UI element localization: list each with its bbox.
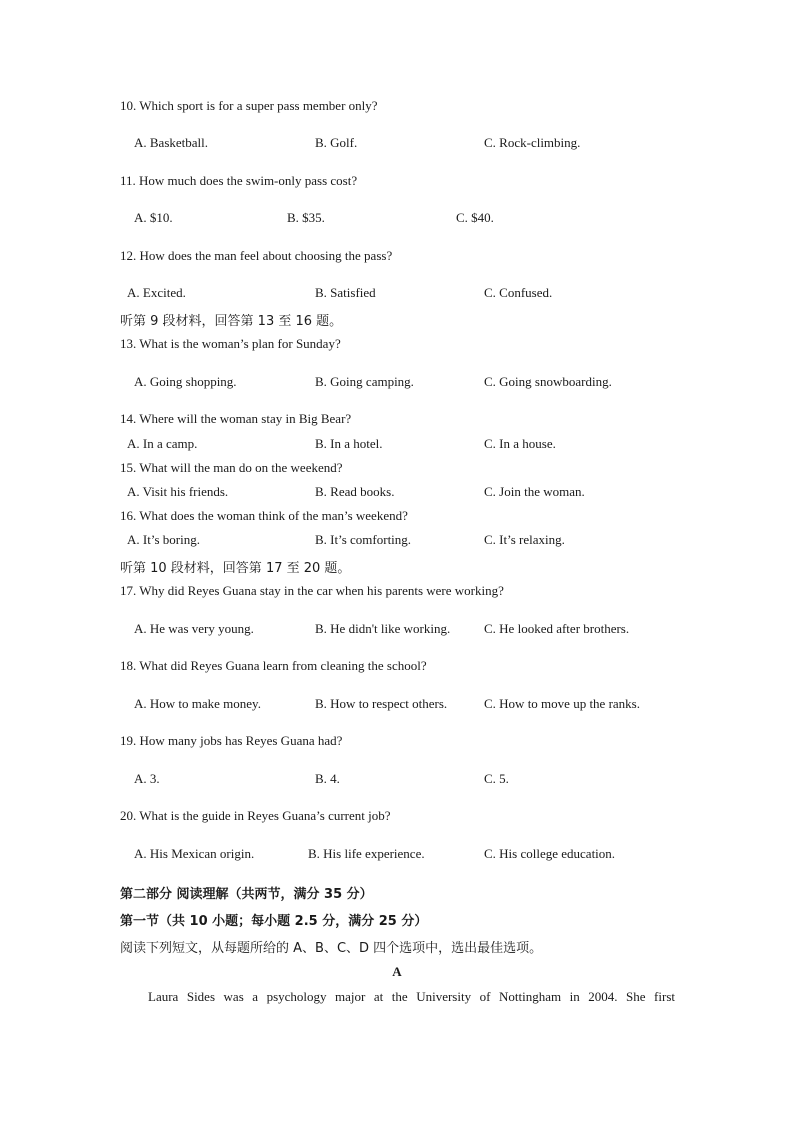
q15-option-a: A. Visit his friends. bbox=[127, 484, 229, 499]
reading-instruction: 阅读下列短文，从每题所给的 A、B、C、D 四个选项中，选出最佳选项。 bbox=[120, 941, 543, 956]
q14-option-a: A. In a camp. bbox=[127, 436, 198, 451]
q17-option-c: C. He looked after brothers. bbox=[484, 621, 630, 636]
section-9-instruction: 听第 9 段材料，回答第 13 至 16 题。 bbox=[120, 314, 343, 329]
q18-option-a: A. How to make money. bbox=[134, 696, 261, 711]
q16-option-b: B. It’s comforting. bbox=[315, 532, 412, 547]
q20-option-c: C. His college education. bbox=[484, 846, 616, 861]
q11-option-c: C. $40. bbox=[456, 210, 494, 225]
q19-option-b: B. 4. bbox=[315, 771, 340, 786]
question-20: 20. What is the guide in Reyes Guana’s current job? bbox=[120, 808, 391, 823]
question-10: 10. Which sport is for a super pass member only? bbox=[120, 98, 378, 113]
passage-first-line: Laura Sides was a psychology major at the University of Nottingham in 2004. She first bbox=[148, 989, 675, 1004]
q20-option-a: A. His Mexican origin. bbox=[134, 846, 255, 861]
q11-option-a: A. $10. bbox=[134, 210, 173, 225]
q12-option-c: C. Confused. bbox=[484, 285, 553, 300]
q16-option-c: C. It’s relaxing. bbox=[484, 532, 565, 547]
q20-option-b: B. His life experience. bbox=[308, 846, 425, 861]
q12-option-b: B. Satisfied bbox=[315, 285, 376, 300]
q13-option-b: B. Going camping. bbox=[315, 374, 414, 389]
question-19: 19. How many jobs has Reyes Guana had? bbox=[120, 733, 343, 748]
q18-option-c: C. How to move up the ranks. bbox=[484, 696, 640, 711]
q18-option-b: B. How to respect others. bbox=[315, 696, 448, 711]
part-2-title: 第二部分 阅读理解（共两节，满分 35 分） bbox=[120, 887, 373, 902]
passage-label: A bbox=[392, 964, 402, 979]
question-11: 11. How much does the swim-only pass cost? bbox=[120, 173, 358, 188]
part-2-subtitle: 第一节（共 10 小题；每小题 2.5 分，满分 25 分） bbox=[120, 914, 428, 929]
question-15: 15. What will the man do on the weekend? bbox=[120, 460, 343, 475]
question-18: 18. What did Reyes Guana learn from cleaning the school? bbox=[120, 658, 427, 673]
q17-option-a: A. He was very young. bbox=[134, 621, 254, 636]
q11-option-b: B. $35. bbox=[287, 210, 325, 225]
q15-option-b: B. Read books. bbox=[315, 484, 395, 499]
q13-option-a: A. Going shopping. bbox=[134, 374, 237, 389]
q16-option-a: A. It’s boring. bbox=[127, 532, 200, 547]
question-16: 16. What does the woman think of the man’s weekend? bbox=[120, 508, 408, 523]
question-17: 17. Why did Reyes Guana stay in the car when his parents were working? bbox=[120, 583, 504, 598]
q19-option-c: C. 5. bbox=[484, 771, 509, 786]
q13-option-c: C. Going snowboarding. bbox=[484, 374, 612, 389]
q14-option-b: B. In a hotel. bbox=[315, 436, 383, 451]
q10-option-a: A. Basketball. bbox=[134, 135, 209, 150]
q17-option-b: B. He didn't like working. bbox=[315, 621, 451, 636]
q19-option-a: A. 3. bbox=[134, 771, 160, 786]
q14-option-c: C. In a house. bbox=[484, 436, 556, 451]
question-13: 13. What is the woman’s plan for Sunday? bbox=[120, 336, 341, 351]
q10-option-c: C. Rock-climbing. bbox=[484, 135, 581, 150]
q10-option-b: B. Golf. bbox=[315, 135, 358, 150]
question-14: 14. Where will the woman stay in Big Bear? bbox=[120, 411, 352, 426]
q15-option-c: C. Join the woman. bbox=[484, 484, 585, 499]
question-12: 12. How does the man feel about choosing the pass? bbox=[120, 248, 393, 263]
section-10-instruction: 听第 10 段材料，回答第 17 至 20 题。 bbox=[120, 561, 351, 576]
q12-option-a: A. Excited. bbox=[127, 285, 186, 300]
